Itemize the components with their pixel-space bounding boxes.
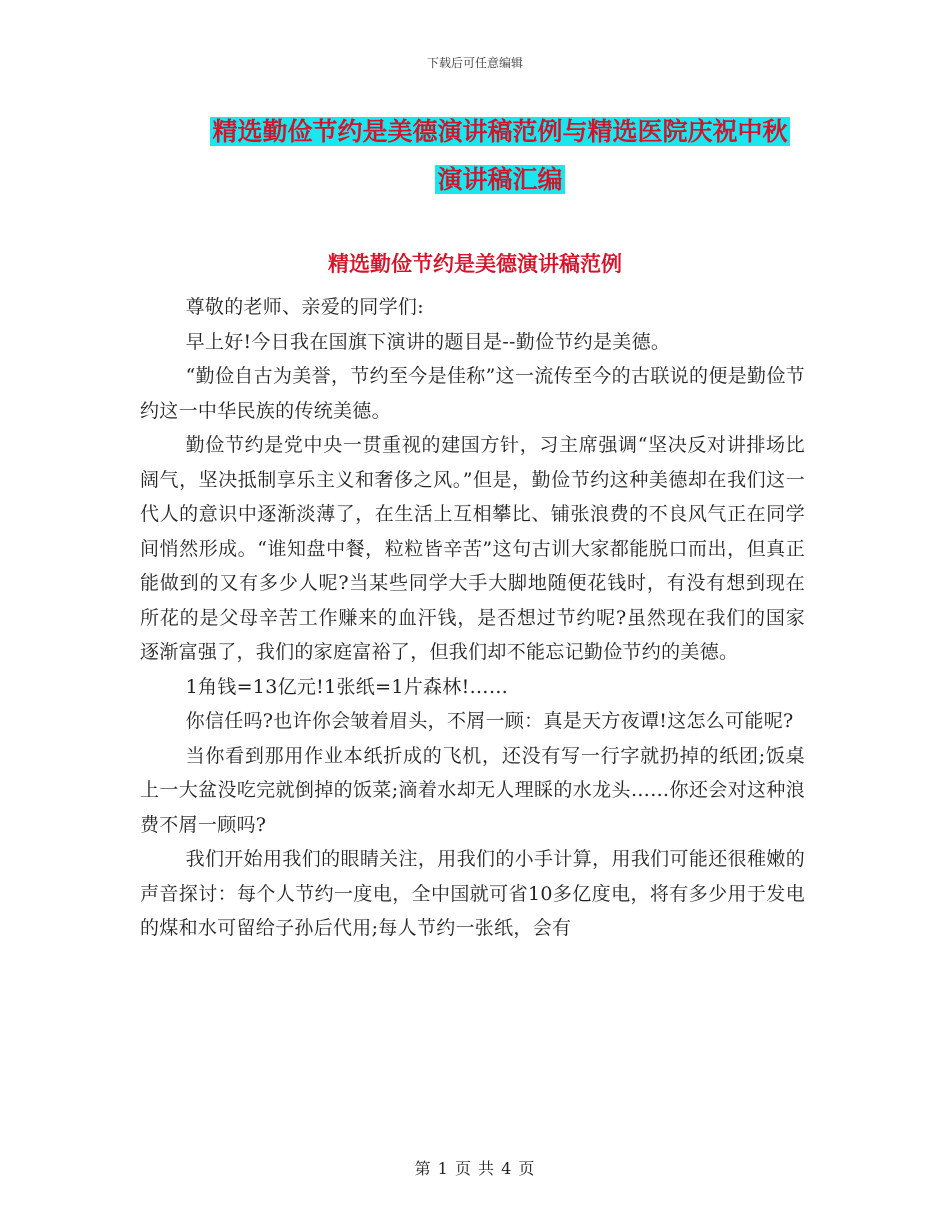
paragraph: 1角钱=13亿元!1张纸=1片森林!…… — [185, 675, 509, 698]
body-text — [140, 290, 805, 946]
page-footer: 第 1 页 共 4 页 — [414, 1159, 536, 1178]
paragraph: 你信任吗?也许你会皱着眉头，不屑一顾：真是天方夜谭!这怎么可能呢? — [185, 710, 794, 732]
paragraph: “勤俭自古为美誉，节约至今是佳称”这一流传至今的古联说的便是勤俭节约这一中华民族的传统美德。 — [140, 365, 805, 422]
section-title: 精选勤俭节约是美德演讲稿范例 — [328, 251, 622, 276]
paragraph: 早上好!今日我在国旗下演讲的题目是--勤俭节约是美德。 — [185, 330, 671, 353]
paragraph: 当你看到那用作业本纸折成的飞机，还没有写一行字就扔掉的纸团;饭桌上一大盆没吃完就倒掉的饭菜;滴着水却无人理睬的水龙头……你还会对这种浪费不屑一顾吗? — [140, 744, 805, 836]
paragraph: 我们开始用我们的眼睛关注，用我们的小手计算，用我们可能还很稚嫩的声音探讨：每个人节约一度电，全中国就可省10多亿度电，将有多少用于发电的煤和水可留给子孙后代用;每人节约一张纸，会有 — [140, 848, 805, 939]
title-line-1: 精选勤俭节约是美德演讲稿范例与精选医院庆祝中秋 — [212, 117, 788, 146]
document-title — [190, 108, 810, 204]
header-note: 下载后可任意编辑 — [426, 56, 523, 70]
paragraph: 尊敬的老师、亲爱的同学们: — [185, 296, 424, 318]
paragraph: 勤俭节约是党中央一贯重视的建国方针，习主席强调“坚决反对讲排场比阔气，坚决抵制享乐主义和奢侈之风。”但是，勤俭节约这种美德却在我们这一代人的意识中逐渐淡薄了，在生活上互相攀比、铺张浪费的不良风气正在同学间悄然形成。“谁知盘中餐，粒粒皆辛苦”这句古训大家都能脱口而出，但真正能做到的又有多少人呢?当某些同学大手大脚地随便花钱时，有没有想到现在所花的是父母辛苦工作赚来的血汗钱，是否想过节约呢?虽然现在我们的国家逐渐富强了，我们的家庭富裕了，但我们却不能忘记勤俭节约的美德。 — [140, 434, 805, 663]
title-line-2: 演讲稿汇编 — [437, 165, 563, 194]
